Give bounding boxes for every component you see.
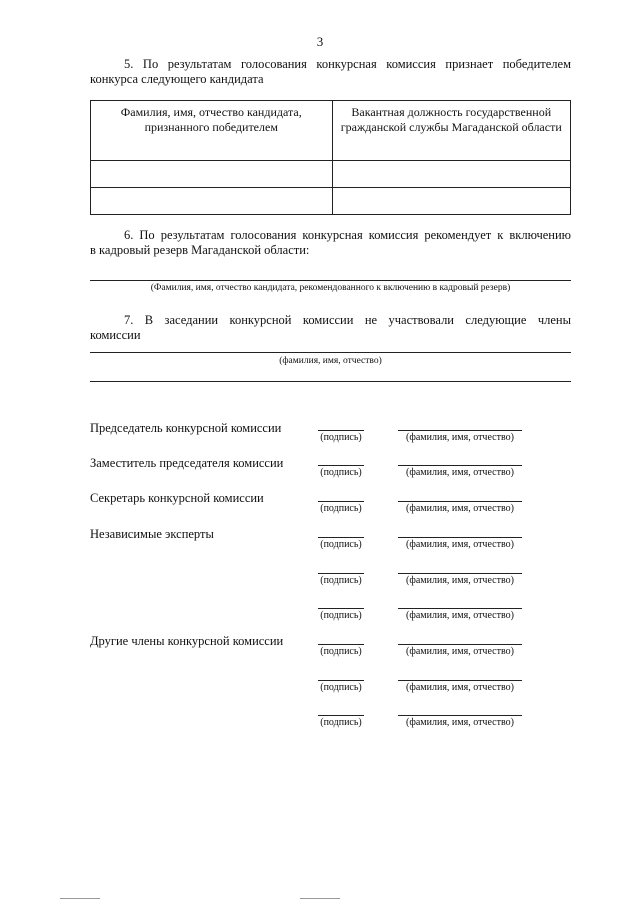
table-row	[91, 161, 571, 188]
role-other-members: Другие члены конкурсной комиссии	[90, 634, 284, 648]
name-caption: (фамилия, имя, отчество)	[406, 610, 514, 621]
item-6-paragraph	[90, 228, 571, 258]
item-5-line-2: конкурса следующего кандидата	[90, 72, 264, 86]
scan-artifact-line	[300, 898, 340, 899]
name-line	[398, 501, 522, 502]
signature-caption: (подпись)	[320, 610, 362, 621]
signature-caption: (подпись)	[320, 646, 362, 657]
name-line	[398, 573, 522, 574]
name-caption: (фамилия, имя, отчество)	[406, 682, 514, 693]
item-7-line-1: 7. В заседании конкурсной комиссии не участвовали следующие члены	[124, 313, 571, 327]
table-header-position-text: Вакантная должность государственной гражданской службы Магаданской области	[340, 105, 562, 134]
role-independent-experts: Независимые эксперты	[90, 527, 214, 541]
table-header-candidate	[91, 101, 333, 161]
item-7-caption: (фамилия, имя, отчество)	[279, 356, 382, 366]
table-cell	[332, 161, 571, 188]
table-cell	[91, 188, 333, 215]
signature-caption: (подпись)	[320, 503, 362, 514]
signature-caption: (подпись)	[320, 432, 362, 443]
name-line	[398, 644, 522, 645]
signature-line	[318, 680, 364, 681]
signature-line	[318, 465, 364, 466]
item-5-paragraph	[90, 57, 571, 87]
item-6-caption: (Фамилия, имя, отчество кандидата, рекомендованного к включению в кадровый резерв)	[150, 283, 511, 293]
page-number: 3	[316, 34, 324, 49]
name-caption: (фамилия, имя, отчество)	[406, 503, 514, 514]
role-secretary: Секретарь конкурсной комиссии	[90, 491, 264, 505]
role-chairman: Председатель конкурсной комиссии	[90, 421, 282, 435]
table-cell	[332, 188, 571, 215]
signature-line	[318, 430, 364, 431]
signature-line	[318, 537, 364, 538]
role-deputy-chairman: Заместитель председателя комиссии	[90, 456, 284, 470]
item-7-paragraph	[90, 313, 571, 343]
name-line	[398, 608, 522, 609]
item-6-line-1: 6. По результатам голосования конкурсная комиссия рекомендует к включению	[124, 228, 571, 242]
table-header-row	[91, 101, 571, 161]
item-7-fill-line-1	[90, 352, 571, 353]
name-caption: (фамилия, имя, отчество)	[406, 646, 514, 657]
name-line	[398, 537, 522, 538]
name-line	[398, 465, 522, 466]
item-7-fill-line-2	[90, 381, 571, 382]
signature-caption: (подпись)	[320, 717, 362, 728]
winner-table	[90, 100, 571, 215]
name-line	[398, 715, 522, 716]
signature-line	[318, 644, 364, 645]
name-line	[398, 430, 522, 431]
signature-caption: (подпись)	[320, 539, 362, 550]
name-caption: (фамилия, имя, отчество)	[406, 575, 514, 586]
name-caption: (фамилия, имя, отчество)	[406, 717, 514, 728]
signature-caption: (подпись)	[320, 575, 362, 586]
name-line	[398, 680, 522, 681]
signature-caption: (подпись)	[320, 467, 362, 478]
scan-artifact-line	[60, 898, 100, 899]
signature-line	[318, 715, 364, 716]
name-caption: (фамилия, имя, отчество)	[406, 539, 514, 550]
signature-line	[318, 501, 364, 502]
item-6-fill-line	[90, 280, 571, 281]
signature-line	[318, 608, 364, 609]
table-header-candidate-text: Фамилия, имя, отчество кандидата, признанного победителем	[120, 105, 302, 134]
table-cell	[91, 161, 333, 188]
table-row	[91, 188, 571, 215]
name-caption: (фамилия, имя, отчество)	[406, 467, 514, 478]
name-caption: (фамилия, имя, отчество)	[406, 432, 514, 443]
signature-caption: (подпись)	[320, 682, 362, 693]
item-5-line-1: 5. По результатам голосования конкурсная комиссия признает победителем	[124, 57, 571, 71]
table-header-position	[332, 101, 571, 161]
signature-line	[318, 573, 364, 574]
item-7-line-2: комиссии	[90, 328, 141, 342]
item-6-line-2: в кадровый резерв Магаданской области:	[90, 243, 310, 257]
